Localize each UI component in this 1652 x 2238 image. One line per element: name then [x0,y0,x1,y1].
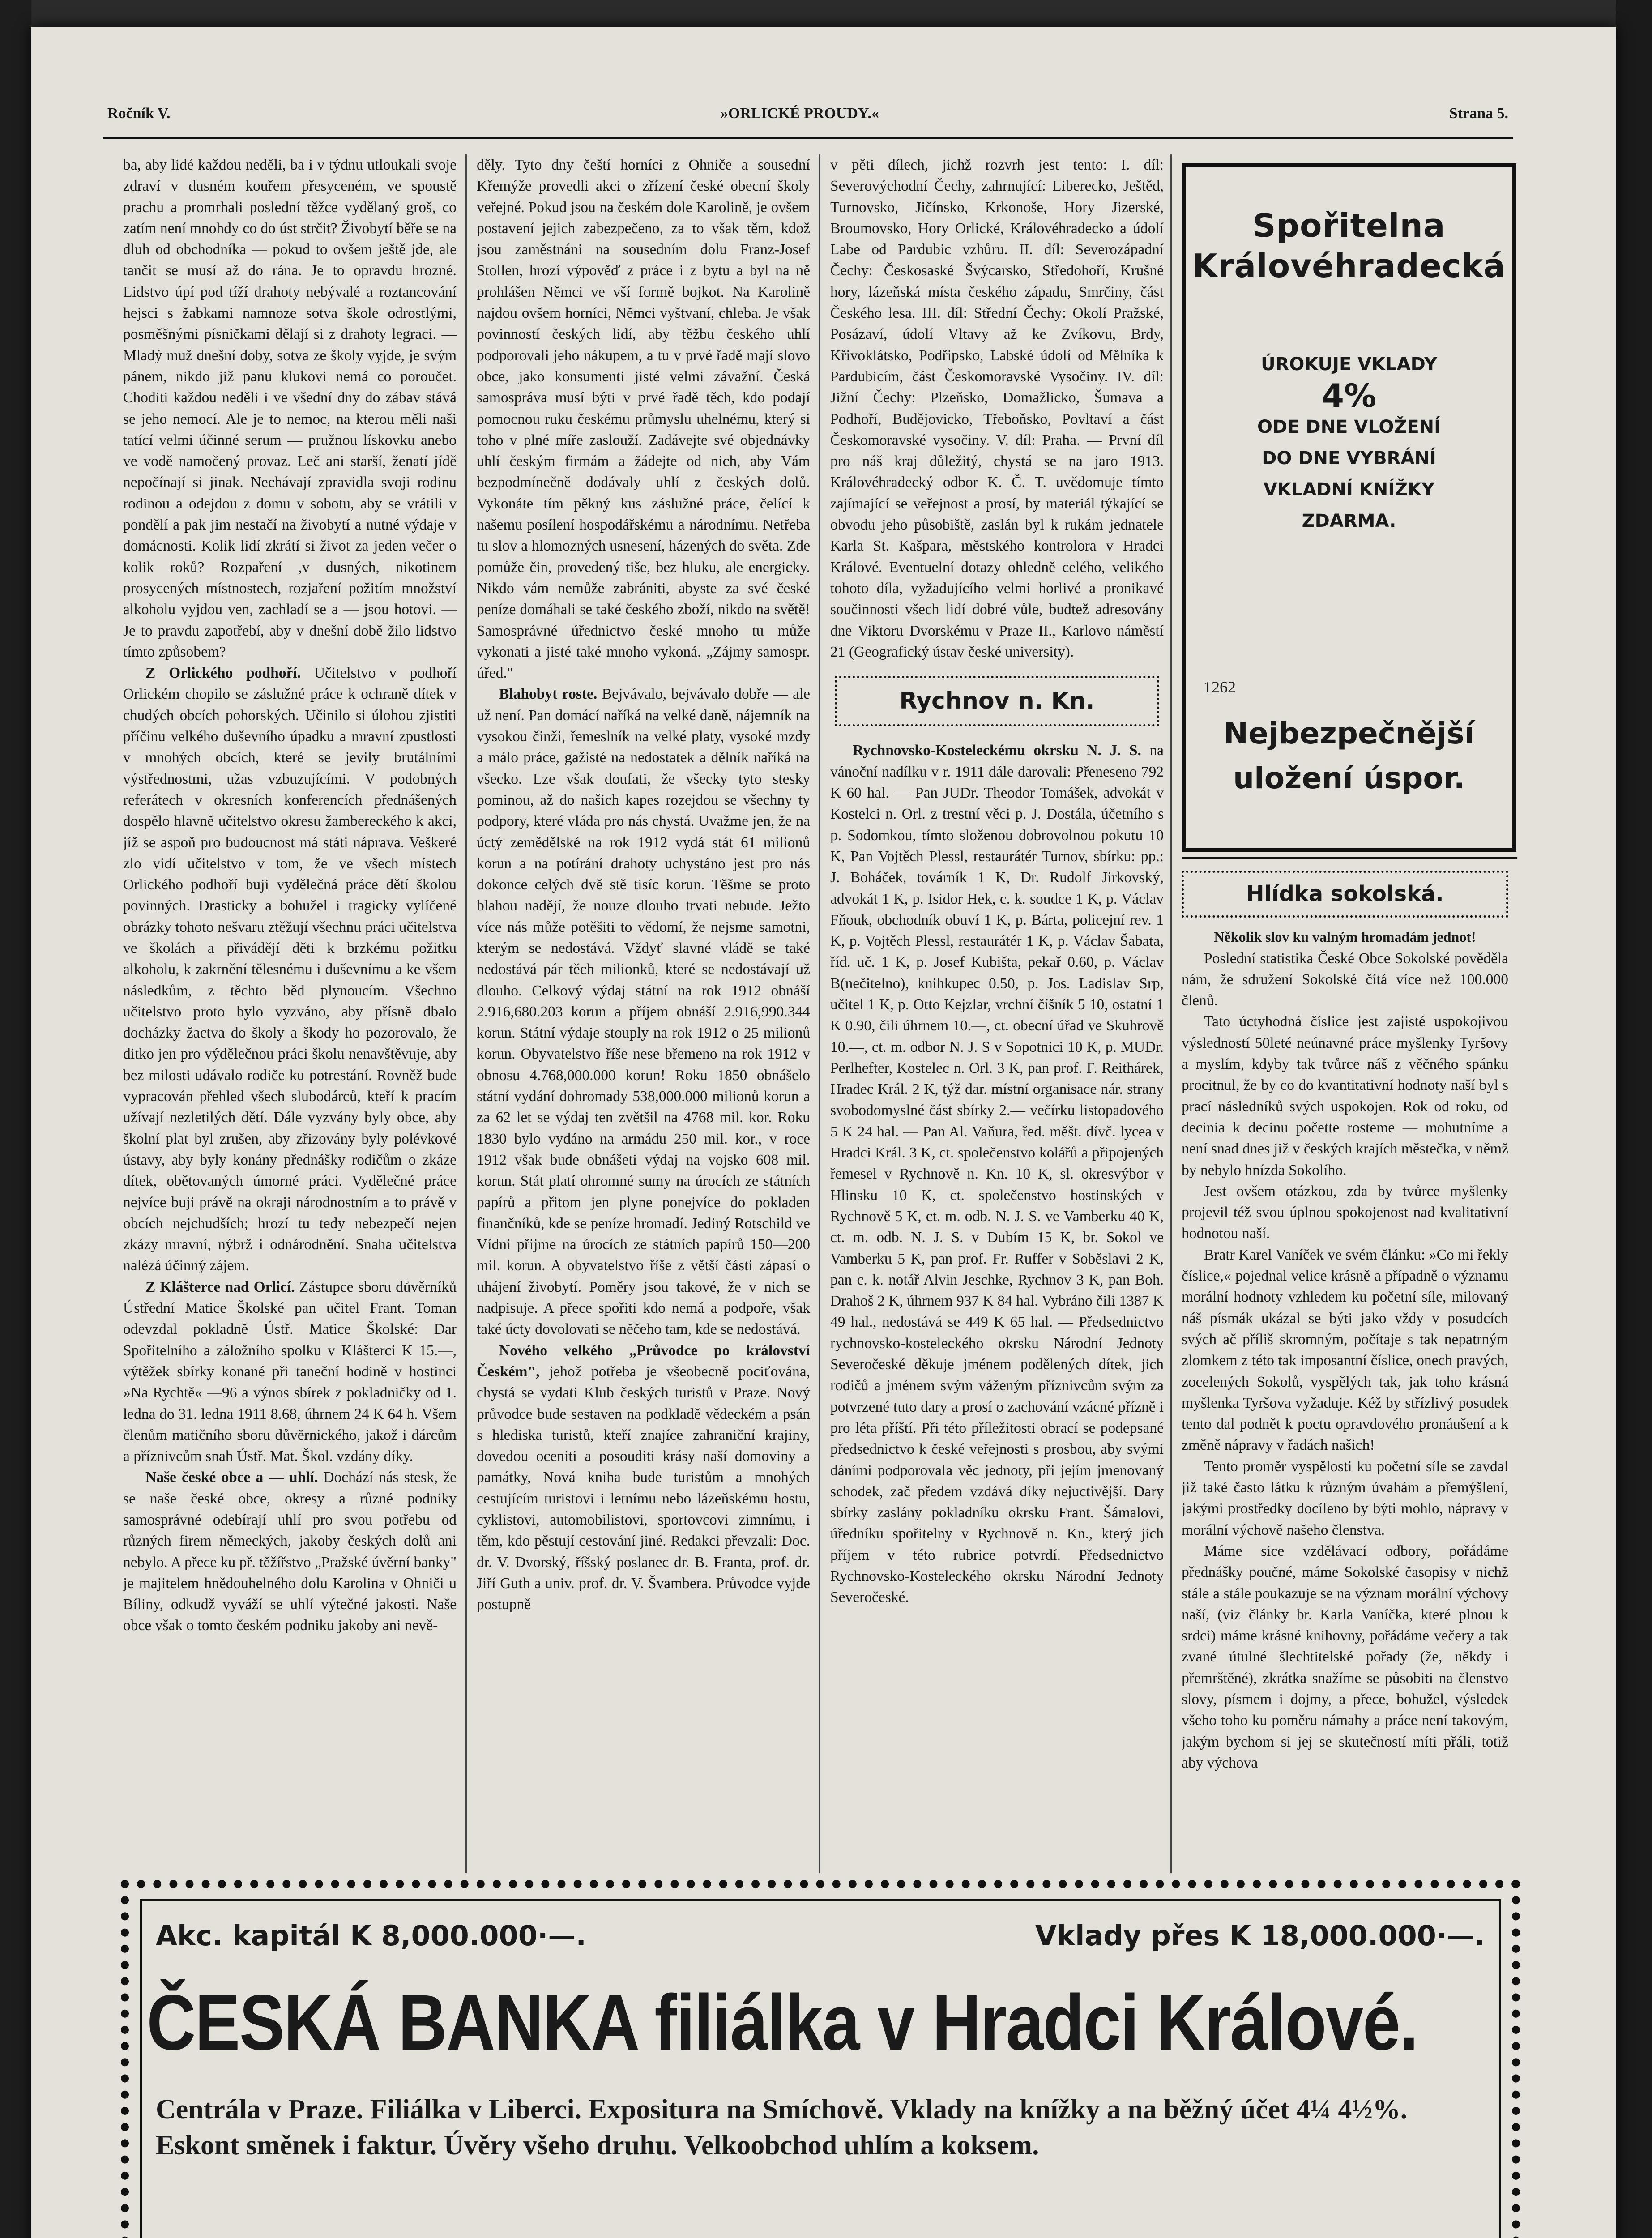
page-header [107,105,1508,132]
article-text: na vánoční nadílku v r. 1911 dále darovali: Přeneseno 792 K 60 hal. — Pan JUDr. Theodor Tomášek, advokát v Kostelci n. Orl. z trestní věci p. J. Dostála, účetního s p. Sodomkou, tímto složenou dobrovolnou pokutu 10 K, Pan Vojtěch Plessl, restaurátér Turnov, sbírku: pp.: J. Boháček, továrník 1 K, Dr. Rudolf Jirkovský, advokát 1 K, p. Isidor Hek, c. k. soudce 1 K, p. Václav Fňouk, obchodník obuví 1 K, p. Bárta, policejní rev. 1 K, p. Vojtěch Plessl, restaurátér 1 K, p. Václav Šabata, říd. uč. 1 K, p. Josef Kubišta, pekař 0.60, p. Václav B(nečitelno), knihkupec 0.50, p. Jos. Ladislav Srp, učitel 1 K, p. Otto Kejzlar, vrchní číšník 5 10, ostatní 1 K 0.90, čili úhrnem 10.—, ct. obecní úřad ve Skuhrově 10.—, ct. m. odbor N. J. S v Sopotnici 10 K, p. MUDr. Perlhefter, Kostelec n. Orl. 3 K, pan prof. F. Reithárek, Hradec Král. 2 K, týž dar. místní organisace nár. strany svobodomyslné část sbírky 2.— večírku listopadového 5 K 24 hal. — Pan Al. Vaňura, řed. měšt. dívč. lycea v Hradci Král. 3 K, ct. společenstvo kolářů a připojených řemesel v Rychnově n. Kn. 10 K, sl. okresvýbor v Hlinsku 10 K, ct. společenstvo hostinských v Rychnově 5 K, ct. m. odb. N. J. S. ve Vamberku 40 K, ct. m. odb. N. J. S. v Dubím 15 K, br. Sokol ve Vamberku 5 K, pan prof. Fr. Ruffer v Soběslavi 2 K, pan c. k. notář Alvin Jeschke, Rychnov 3 K, pan Boh. Drahoš 2 K, úhrnem 937 K 84 hal. Vybráno čili 1387 K 49 hal., nedostává se 449 K 65 hal. — Předsednictvo rychnovsko-kosteleckého okrsku Národní Jednoty Severočeské děkuje jménem podělených dítek, jich rodičů a jménem svým váženým příznivcům svým za potvrzené tuto dary a prosí o zachování vzácné přízně i pro léta příští. Při této příležitosti obrací se podepsané předsednictvo k české veřejnosti s prosbou, aby svými dáními podporovala věc jednoty, při jejím jmenovaný schodek, zač předem vzdává díky nejuctivější. Dary sbírky zaslány pokladníku okrsku Frant. Šámalovi, úředníku spořitelny v Rychnově n. Kn., který jich příjem v této rubrice potvrdí. Předsednictvo Rychnovsko-Kosteleckého okrsku Národní Jednoty Severočeské. [830,742,1164,1606]
column-separator [1170,154,1172,1873]
article-title: Nového velkého „Průvodce po království Českém", [477,1342,810,1380]
article-text: Dochází nás stesk, že se naše české obce, okresy a různé podniky samosprávné odebírají uhlí pro svou potřebu od různých firem německých, jakoby českých dolů ani nebylo. A přece ku př. těžířstvo „Pražské úvěrní banky" je majitelem hnědouhelného dolu Karolina v Ohniči u Bíliny, odkudž vyváží se uhlí výtečné jakosti. Naše obce však o tomto českém podniku jakoby ani nevě- [123,1469,457,1634]
ad-line: ODE DNE VLOŽENÍ [1257,417,1441,437]
column-4 [1182,871,1508,1878]
ad-title-line: Královéhradecká [1192,247,1506,285]
volume-label: Ročník V. [107,105,171,122]
column-separator [819,154,820,1873]
ad-rule [1182,857,1517,859]
bank-name: ČESKÁ BANKA filiálka v Hradci Králové. [147,1979,1418,2067]
column-3 [830,154,1164,1878]
article-text: jehož potřeba je všeobecně pociťována, chystá se vydati Klub českých turistů v Praze. Nový průvodce bude sestaven na podkladě vědeckém a psán s hlediska turistů, kteří znajíce zahraniční krajiny, dovedou oceniti a posouditi krásy naší domoviny a památky, Nová kniha bude turistům a mnohých cestujícím turistovi i letnímu nebo lázeňskému hostu, cyklistovi, automobilistovi, sportovcovi zimnímu, i těm, kdo pěstují cestování jiné. Redakci převzali: Doc. dr. V. Dvorský, říšský poslanec dr. B. Franta, prof. dr. Jiří Guth a univ. prof. dr. V. Švambera. Průvodce vyjde postupně [477,1363,810,1613]
ad-slogan-line: Nejbezpečnější [1223,716,1475,751]
column-2 [477,154,810,1878]
section-title: Hlídka sokolská. [1246,881,1444,906]
bank-capital: Akc. kapitál K 8,000.000·—. [156,1919,586,1952]
article-text: Jest ovšem otázkou, zda by tvůrce myšlenky projevil též svou úplnou spokojenost nad kvalitativní hodnotou naší. [1182,1183,1508,1242]
column-separator [465,154,467,1873]
ad-slogan-line: uložení úspor. [1233,761,1465,795]
interest-rate: 4% [1321,377,1377,414]
article-text: Poslední statistika České Obce Sokolské pověděla nám, že sdružení Sokolské čítá více než 100.000 členů. [1182,950,1508,1009]
scan-edge-left [0,0,31,2238]
section-subtitle: Několik slov ku valným hromadám jednot! [1214,929,1476,945]
article-text: ba, aby lidé každou neděli, ba i v týdnu utloukali svoje zdraví v dusném kouřem přesyceném, ve spoustě prachu a promrhali poslední těžce vydělaný groš, co zatím není mnohdy co do úst strčit? Živobytí běře se na dluh od obchodníka — pokud to ovšem ještě jde, ale tančit se musí až do rána. Je to opravdu hrozné. Lidstvo úpí pod tíží drahoty nebývalé a roztancování hejsci s žabkami namnoze sotva škole odrostlými, posměšnými písničkami dělají si z drahoty legraci. — Mladý muž dnešní doby, sotva ze školy vyjde, je svým pánem, nikdo již panu klukovi nemá co poroučet. Choditi každou neděli i ve všední dny do zábav stává se jeho nemocí. Ale je to nemoc, na kterou měli naši tatící velmi účinné serum — pružnou lískovku anebo ve vodě namočený provaz. Leč ani starší, ženatí jídě nepočínají si jinak. Nechávají zpravidla svoji rodinu rodinou a odejdou z domu v sobotu, aby se vrátili v pondělí a pak jim nestačí na živobytí a nutné výdaje v domácnosti. Kolik lidí zkrátí si život za jeden večer o kolik roků? Rozpaření ,v dusných, nikotinem prosycených místnostech, rozjaření požitím množství alkoholu vyjdou ven, zachladí se a — jsou hotovi. — Je to pravdu zapotřebí, aby v dnešní době žilo lidstvo tímto způsobem? [123,157,457,660]
bank-deposits: Vklady přes K 18,000.000·—. [1035,1919,1485,1952]
article-text: Tato úctyhodná číslice jest zajisté uspokojivou výsledností 50leté neúnavné práce myšlenky Tyršovy a myslím, kdyby tak tvůrce náš z věčného spánku procitnul, že by co do kvantitativní hodnoty naší byl s prací následníků svých uspokojen. Rok od roku, od decinia k decinu počette rosteme — mohutníme a není snad dnes již v českých krajích městečka, v němž by nebylo hnízda Sokolího. [1182,1013,1508,1179]
article-text: v pěti dílech, jichž rozvrh jest tento: I. díl: Severovýchodní Čechy, zahrnující: Liberecko, Ještěd, Turnovsko, Jičínsko, Krkonoše, Hory Jizerské, Broumovsko, Hory Orlické, Královéhradecko a údolí Labe od Pardubic vzhůru. II. díl: Severozápadní Čechy: Českosaské Švýcarsko, Středohoří, Krušné hory, lázeňská místa českého západu, Smrčiny, část Českého lesa. III. díl: Střední Čechy: Okolí Pražské, Posázaví, údolí Vltavy až ke Zvíkovu, Brdy, Křivoklátsko, Podřipsko, Labské údolí od Mělníka k Pardubicím, část Českomoravské Vysočiny. IV. díl: Jižní Čechy: Plzeňsko, Domažlicko, Šumava a Podhoří, Budějovicko, Třeboňsko, Povltaví a část Českomoravské vysočiny. V. díl: Praha. — První díl pro náš kraj důležitý, chystá se na jaro 1913. Královéhradecký odbor K. Č. T. uvědomuje tímto zajímající se veřejnost a prosí, by materiál týkající se obvodu jeho působiště, zaslán byl k rukám jednatele Karla St. Kašpara, městského kontrolora v Hradci Králové. Eventuelní dotazy ohledně celého, velikého tohoto díla, vyžadujícího velmi horlivé a pronikavé součinnosti všech lidí dobré vůle, budtež adresovány dne Viktoru Dvorskému v Praze II., Karlovo náměstí 21 (Geografický ústav české university). [830,157,1164,660]
article-text: Tento proměr vyspělosti ku početní síle se zavdal již také často látku k různým úvahám a přemýšlení, jakými prostředky docíleno by býti mohlo, nápravy v morální výchově našeho členstva. [1182,1458,1508,1538]
ad-line: DO DNE VYBRÁNÍ [1262,448,1436,469]
bank-services: Centrála v Praze. Filiálka v Liberci. Expositura na Smíchově. Vklady na knížky a na běžný účet 4¼ 4½%. Eskont směnek i faktur. Úvěry všeho druhu. Velkoobchod uhlím a koksem. [156,2094,1408,2161]
ad-line: ÚROKUJE VKLADY [1261,354,1437,375]
article-title: Rychnovsko-Kosteleckému okrsku N. J. S. [853,742,1141,759]
ad-code: 1262 [1204,678,1236,696]
ceska-banka-advertisement [121,1880,1520,2238]
article-text: Bratr Karel Vaníček ve svém článku: »Co mi řekly číslice,« pojednal velice krásně a případně o významu morální hodnoty vzhledem ku početní síle, milovaný náš písmák ukázal se býti jako vždy v posudcích svých ač příliš skromným, počítaje s tak nepatrným zlomkem z této tak imposantní číslice, onech pravých, zocelených Sokolů, vyspělých tak, jak toho krásná myšlenka Tyršova vyžaduje. Kéž by střízlivý posudek tento dal podnět k poctu opravdového pronáušení a k změně nápravy v řadách našich! [1182,1246,1508,1454]
article-title: Z Orlického podhoří. [145,665,301,682]
article-text: Máme sice vzdělávací odbory, pořádáme přednášky poučné, máme Sokolské časopisy v nichž stále a stále poukazuje se na význam morální výchovy naší, (viz články br. Karla Vaníčka, které plnou k srdci) máme krásné knihovny, pořádáme večery a tak zvané útulné šlechtitelské pořady (že, někdy i přemrštěné), zkrátka snažíme se působiti na členstvo slovy, písmem i dojmy, a přece, bohužel, výsledek všeho toho ku poměru námahy a práce není takovým, jakým bychom si jej se skutečností míti přáli, totiž aby výchova [1182,1542,1508,1771]
ad-title [1186,205,1512,286]
ad-title-line: Spořitelna [1252,207,1446,244]
article-title: Blahobyt roste. [499,686,598,703]
article-text: Bejvávalo, bejvávalo dobře — ale už není. Pan domácí naříká na velké daně, nájemník na vysokou činži, řemeslník na velké platy, vysoké mzdy a málo práce, gažisté na nedostatek a dělník naříká na všecko. Lze však doufati, že všecky tyto stesky pominou, až do našich kapes rozejdou se všechny ty podpory, které vláda pro nás chystá. Uvažme jen, že na úctý zemědělské na rok 1912 vydá stát 61 milionů korun a na potírání drahoty uchystáno jest pro nás dokonce celých dvě stě tisíc korun. Těšme se proto blahou nadějí, že nouze dlouho trvati nebude. Ježto více nás může potěšiti to vědomí, že nejsme samotni, kterým se nedostává. Vždyť slavné vládě se také nedostává pár těch milionků, které se nedostávají už dlouho. Celkový výdaj státní na rok 1912 obnáší 2.916,680.203 korun a příjem obnáší 2.916,990.344 korun. Státní výdaje stouply na rok 1912 o 25 milionů korun. Obyvatelstvo říše nese břemeno na rok 1912 v obnosu 4.768,000.000 korun! Roku 1850 obnášelo státní vydání dohromady 538,000.000 milionů korun a za 62 let se výdaj ten zvětšil na 4768 mil. kor. Roku 1830 bylo vydáno na armádu 250 mil. kor., v roce 1912 však bude obnášeti výdaj na vojsko 608 mil. korun. Stát platí ohromné sumy na úrocích ze státních papírů a přitom jen plyne ponejvíce do pokladen finančníků, kde se peníze hromadí. Jediný Rotschild ve Vídni přijme na úrocích ze státních papírů 150—200 mil. korun. A obyvatelstvo říše z větší části zápasí o uhájení živobytí. Poměry jsou takové, že v nich se nadpisuje. A přece spořiti kdo nemá a podpoře, však také úcty dovolovati se něčeho tam, kde se nedostává. [477,686,810,1338]
sporitelna-advertisement [1182,163,1516,852]
scan-edge-right [1616,0,1652,2238]
article-text: Učitelstvo v podhoří Orlickém chopilo se záslužné práce k ochraně dítek v chudých obcích pohorských. Učinilo si úlohou zjistiti příčinu velkého duševního úpadku a mravní zpustlosti v mnohých obcích, které se jevily brutálními výstřednostmi, užas vzbuzujícími. V podobných referátech v okresních konferencích přednášených dospělo hlavně učitelstvo okresu žambereckého k akci, jíž se aspoň pro budoucnost má státi náprava. Veškeré zlo vidí učitelstvo v tom, že ve všech místech Orlického podhoří buji vydělečná práce dětí školou povinných. Drasticky a bohužel i tragicky vylíčené obrázky tohoto nešvaru ztěžují všechnu práci učitelstva ve školách a přivádějí děti k brzkému požitku alkoholu, k zakrnění tělesnému i duševnímu a ke všem následkům, z těchto běd plynoucím. Všechno učitelstvo proto bylo vyzváno, aby přísně dbalo docházky žactva do školy a škody ho pozorovalo, že ditko jen pro výdělečnou práci školu nenavštěvuje, aby bez milosti udávalo rodiče ku potrestání. Rovněž bude vypracován přehled všech slubodárců, kteří k pracím užívají nezletilých dětí. Dále vyzvány byly obce, aby školní plat byl zrušen, aby zřizovány byly polévkové ústavy, aby byly konány přednášky rodičům o zkáze dítek, obětovaných úmorné práci. Vydělečné práce nejvíce buji právě na okraji národnostním a to právě v obcích nejchudších; hrozí tu tedy nebezpečí nejen zkázy mravní, nýbrž i odnárodnění. Snaha učitelstva nalézá účinný zájem. [123,665,457,1274]
article-title: Naše české obce a — uhlí. [145,1469,318,1486]
article-text: Zástupce sboru důvěrníků Ústřední Matice Školské pan učitel Frant. Toman odevzdal pokladně Ústř. Matice Školské: Dar Spořitelního a záložního spolku v Klášterci K 15.—, výtěžek sbírky konané při taneční hodině v hostinci »Na Rychtě« —96 a výnos sbírek z pokladničky od 1. ledna do 31. ledna 1911 8.68, úhrnem 24 K 64 h. Všem členům matičního sboru důvěrnického, jakož i dárcům a příznivcům snah Ústř. Mat. Škol. vzdány díky. [123,1278,457,1465]
ad-line: VKLADNÍ KNÍŽKY [1263,479,1435,500]
article-title: Z Klášterce nad Orlicí. [145,1278,295,1295]
ad-line: ZDARMA. [1302,511,1396,531]
page-number: Strana 5. [1449,105,1508,122]
section-header-sokol [1182,871,1508,918]
section-title: Rychnov n. Kn. [899,688,1095,715]
article-text: děly. Tyto dny čeští horníci z Ohniče a sousední Křemýže provedli akci o zřízení české obecní školy veřejné. Pokud jsou na českém dole Karolině, je ovšem postavení jejich zabezpečeno, za to však těm, kdož jsou zaměstnáni na sousedním dolu Franz-Josef Stollen, hrozí výpověď z práce i z bytu a byl na ně prohlášen Němci ve vší formě bojkot. Na Karolině najdou ovšem horníci, Němci vyštvaní, chleba. Je však povinností českých lidí, aby těžbu českého uhlí podporovali jeho nákupem, a tu v prvé řadě mají slovo obce, jako konsumenti jisté velmi závažní. Česká samosprávа musí býti v prvé řadě těch, kdo podají pomocnou ruku českému průmyslu uhelnému, který si toho v plné míře zaslouží. Zadávejte své objednávky uhlí českým firmám a žádejte od nich, aby Vám bezpodmínečně dodávaly uhlí z českých dolů. Vykonáte tím pěkný kus záslužné práce, čelící k našemu posílení hospodářskému a národnímu. Netřeba tu slov a hlomozných usnesení, házených do světa. Zde pomůže čin, provedený tiše, bez hluku, ale energicky. Nikdo vám nemůže zabrániti, abyste za své české peníze domáhali se také českého zboží, nikdo na světě! Samosprávné úřednictvo české mnoho tu může vykonati a jisté také mnoho vykoná. „Zájmy samospr. úřed." [477,157,810,682]
header-rule [103,137,1513,139]
column-1 [123,154,457,1878]
ad-slogan [1186,711,1512,801]
ad-terms [1186,349,1512,537]
newspaper-title: »ORLICKÉ PROUDY.« [721,105,879,122]
section-header-rychnov [835,676,1159,726]
